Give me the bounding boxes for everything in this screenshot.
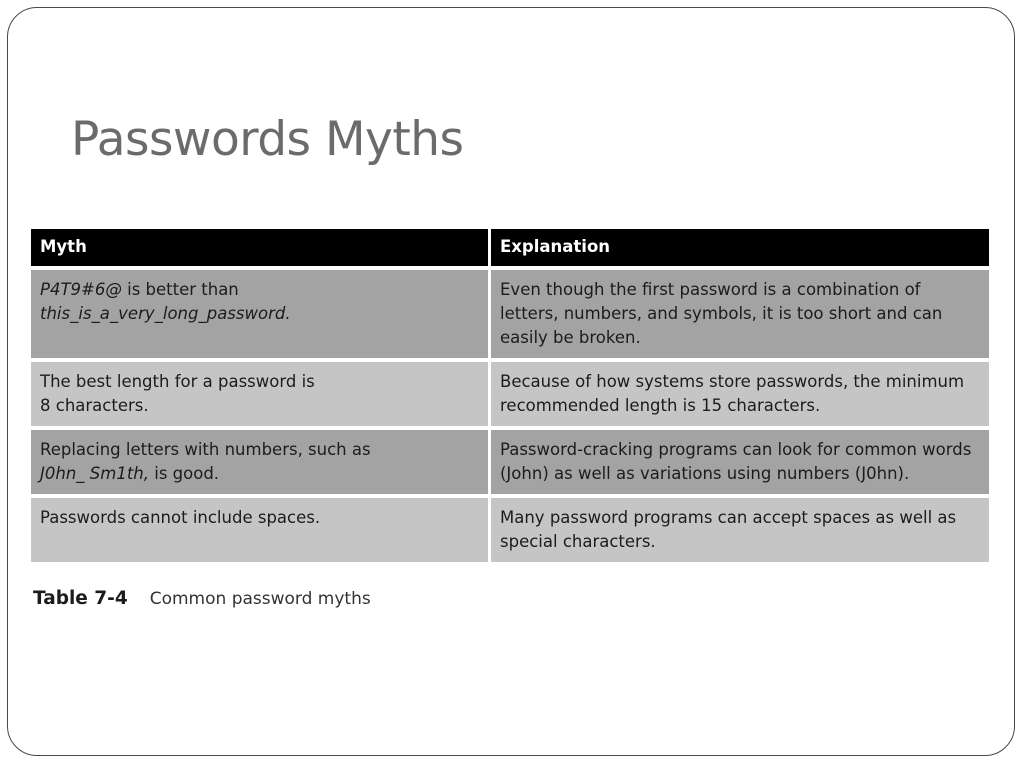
table-caption xyxy=(33,588,371,609)
myth-text: is better than xyxy=(121,280,239,299)
table-row xyxy=(31,362,989,426)
explanation-cell: Because of how systems store passwords, the minimum recommended length is 15 characters. xyxy=(491,362,989,426)
table-row xyxy=(31,430,989,494)
caption-number: Table 7-4 xyxy=(33,588,128,609)
myth-italic-text: P4T9#6@ xyxy=(40,280,122,299)
table-header-row xyxy=(31,229,989,266)
myth-text: Replacing letters with numbers, such as xyxy=(40,440,371,459)
myth-cell xyxy=(31,498,491,562)
explanation-cell: Password-cracking programs can look for common words (John) as well as variations using numbers (J0hn). xyxy=(491,430,989,494)
myth-cell xyxy=(31,430,491,494)
myth-text: The best length for a password is xyxy=(40,372,315,391)
myth-text: Passwords cannot include spaces. xyxy=(40,508,321,527)
slide-title: Passwords Myths xyxy=(71,112,464,167)
explanation-cell: Many password programs can accept spaces as well as special characters. xyxy=(491,498,989,562)
myth-italic-text: J0hn_ Sm1th, xyxy=(40,464,149,483)
header-explanation: Explanation xyxy=(491,229,989,266)
header-myth: Myth xyxy=(31,229,491,266)
caption-text: Common password myths xyxy=(149,589,371,609)
explanation-cell: Even though the first password is a combination of letters, numbers, and symbols, it is too short and can easily be broken. xyxy=(491,270,989,358)
password-myths-table xyxy=(31,225,989,566)
myth-cell xyxy=(31,362,491,426)
table-row xyxy=(31,498,989,562)
myth-text: is good. xyxy=(149,464,220,483)
myth-italic-text: this_is_a_very_long_password. xyxy=(40,304,291,323)
myth-cell xyxy=(31,270,491,358)
myth-text: 8 characters. xyxy=(40,396,149,415)
table-row xyxy=(31,270,989,358)
